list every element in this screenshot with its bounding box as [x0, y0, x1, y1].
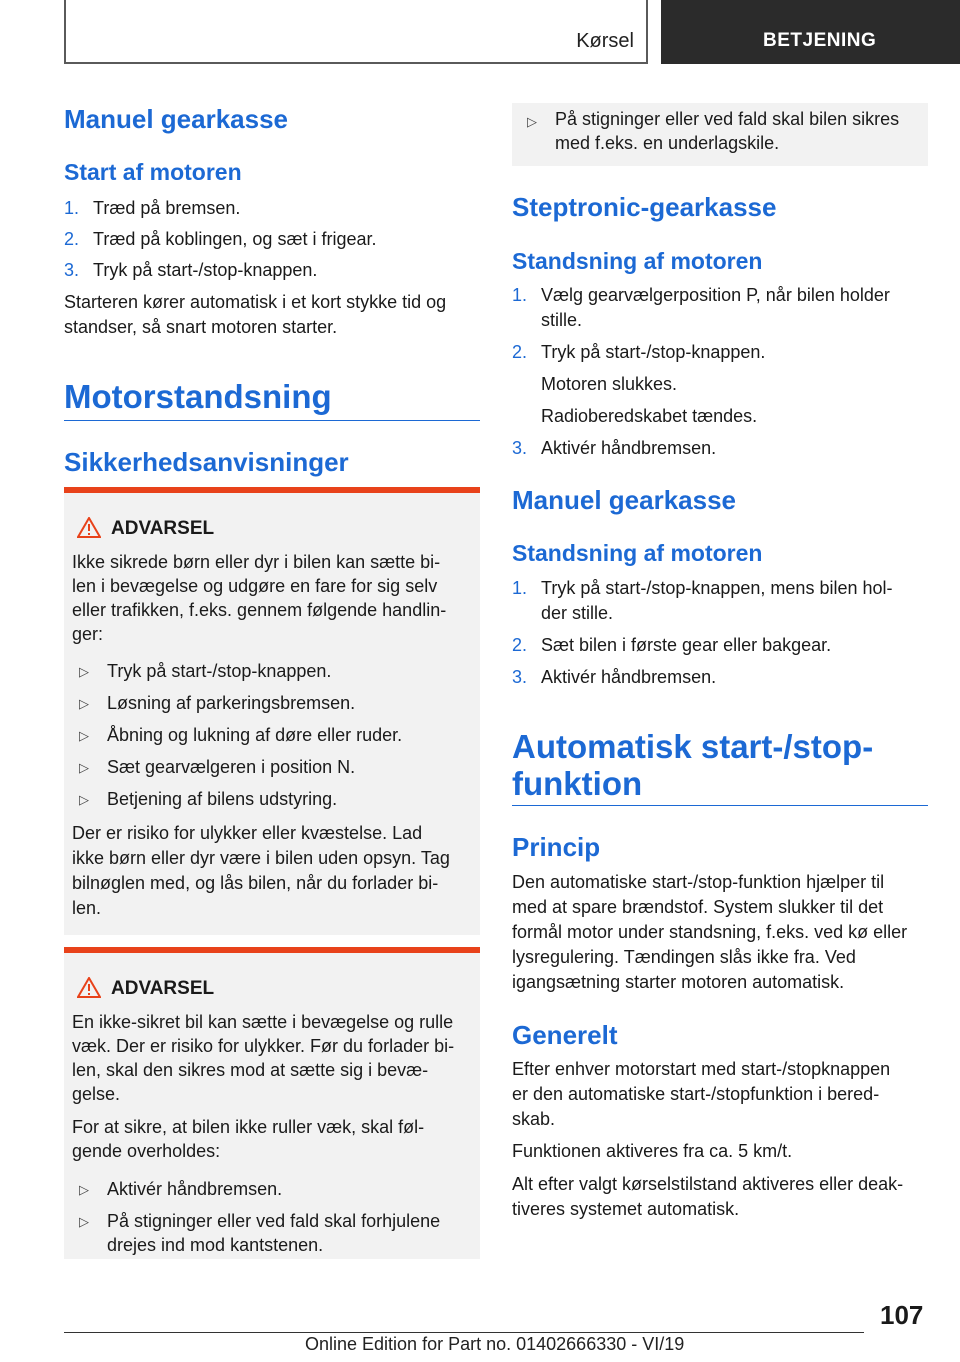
heading-steptronic: Steptronic-gearkasse — [512, 192, 777, 222]
bullet-icon: ▷ — [79, 696, 89, 711]
warning-line: eller trafikken, f.eks. gennem følgende handlin- — [72, 600, 447, 620]
paragraph-line: Starteren kører automatisk i et kort stykke tid og — [64, 292, 447, 312]
list-number: 3. — [64, 260, 80, 280]
heading-auto-start-stop: Automatisk start-/stop- — [512, 728, 874, 765]
list-number: 1. — [512, 285, 528, 305]
heading-principle: Princip — [512, 832, 601, 862]
warning-box — [64, 487, 480, 935]
list-item — [512, 340, 928, 365]
bullet-icon: ▷ — [79, 728, 89, 743]
paragraph-line: lysregulering. Tændingen slås ikke fra. Ved — [512, 947, 856, 967]
list-item — [64, 258, 480, 283]
list-number: 1. — [512, 578, 528, 598]
list-number: 3. — [512, 438, 528, 458]
paragraph-line: standser, så snart motoren starter. — [64, 317, 338, 337]
heading-safety: Sikkerhedsanvisninger — [64, 447, 349, 477]
paragraph-line: Efter enhver motorstart med start-/stopknappen — [512, 1059, 891, 1079]
header-chapter-label: BETJENING — [763, 30, 877, 51]
heading-rule — [64, 420, 480, 421]
bullet-icon: ▷ — [79, 1214, 89, 1229]
list-item — [512, 283, 928, 333]
header-section-tab — [64, 0, 648, 64]
list-text: Vælg gearvælgerposition P, når bilen holder — [541, 285, 890, 305]
list-text: Aktivér håndbremsen. — [541, 667, 717, 687]
heading-manual-gearbox: Manuel gearkasse — [64, 104, 289, 134]
header-chapter-tab — [661, 0, 960, 64]
list-text: der stille. — [541, 603, 614, 623]
warning-line: len i bevægelse og udgøre en fare for sig selv — [72, 576, 438, 596]
warning-line: len. — [72, 898, 102, 918]
list-text: Tryk på start-/stop-knappen. — [93, 260, 318, 280]
list-subtext — [512, 404, 928, 429]
heading-stop-engine: Standsning af motoren — [512, 248, 763, 274]
bullet-icon: ▷ — [79, 664, 89, 679]
warning-title: ADVARSEL — [111, 978, 215, 999]
heading-stop-engine: Standsning af motoren — [512, 540, 763, 566]
warning-line: For at sikre, at bilen ikke ruller væk, skal føl- — [72, 1117, 425, 1137]
list-text: Træd på koblingen, og sæt i frigear. — [93, 229, 377, 249]
list-text: Motoren slukkes. — [541, 374, 678, 394]
bullet-text: På stigninger eller ved fald skal forhjulene — [107, 1211, 441, 1231]
bullet-icon: ▷ — [79, 760, 89, 775]
heading-manual-gearbox: Manuel gearkasse — [512, 485, 737, 515]
list-text: stille. — [541, 310, 583, 330]
bullet-text: Betjening af bilens udstyring. — [107, 789, 338, 809]
list-text: Aktivér håndbremsen. — [541, 438, 717, 458]
footer-edition: Online Edition for Part no. 01402666330 - VI/19 — [305, 1334, 685, 1354]
list-number: 2. — [512, 342, 528, 362]
bullet-text: Åbning og lukning af døre eller ruder. — [107, 725, 403, 745]
warning-box — [64, 947, 480, 1259]
warning-line: gelse. — [72, 1084, 121, 1104]
paragraph-line: Alt efter valgt kørselstilstand aktiveres eller deak- — [512, 1174, 904, 1194]
paragraph-line: med at spare brændstof. System slukker til det — [512, 897, 884, 917]
paragraph-line: Den automatiske start-/stop-funktion hjælper til — [512, 872, 885, 892]
list-item — [512, 633, 928, 658]
list-text: Sæt bilen i første gear eller bakgear. — [541, 635, 832, 655]
bullet-text: Aktivér håndbremsen. — [107, 1179, 283, 1199]
page-number: 107 — [880, 1300, 924, 1330]
list-text: Tryk på start-/stop-knappen. — [541, 342, 766, 362]
warning-line: Ikke sikrede børn eller dyr i bilen kan sætte bi- — [72, 552, 441, 572]
warning-line: bilnøglen med, og lås bilen, når du forlader bi- — [72, 873, 439, 893]
list-text: Radioberedskabet tændes. — [541, 406, 758, 426]
footer-rule — [64, 1332, 864, 1333]
bullet-icon: ▷ — [527, 114, 537, 129]
list-number: 1. — [64, 198, 80, 218]
heading-motorstop: Motorstandsning — [64, 378, 332, 415]
warning-triangle-icon — [77, 977, 101, 998]
paragraph-line: tiveres systemet automatisk. — [512, 1199, 740, 1219]
bullet-text: med f.eks. en underlagskile. — [555, 133, 780, 153]
heading-general: Generelt — [512, 1020, 618, 1050]
bullet-text: drejes ind mod kantstenen. — [107, 1235, 324, 1255]
bullet-text: Sæt gearvælgeren i position N. — [107, 757, 356, 777]
paragraph-line: formål motor under standsning, f.eks. ved kø eller — [512, 922, 908, 942]
warning-line: væk. Der er risiko for ulykker. Før du forlader bi- — [72, 1036, 455, 1056]
warning-line: Der er risiko for ulykker eller kvæstelse. Lad — [72, 823, 423, 843]
warning-line: gende overholdes: — [72, 1141, 221, 1161]
paragraph-line: skab. — [512, 1109, 556, 1129]
bullet-text: Tryk på start-/stop-knappen. — [107, 661, 332, 681]
warning-title: ADVARSEL — [111, 518, 215, 539]
list-item — [64, 227, 480, 252]
list-number: 3. — [512, 667, 528, 687]
list-item — [512, 576, 928, 626]
list-number: 2. — [512, 635, 528, 655]
paragraph-line: Funktionen aktiveres fra ca. 5 km/t. — [512, 1141, 793, 1161]
warning-line: len, skal den sikres mod at sætte sig i bevæ- — [72, 1060, 429, 1080]
list-item — [64, 196, 480, 221]
bullet-icon: ▷ — [79, 1182, 89, 1197]
bullet-text: På stigninger eller ved fald skal bilen sikres — [555, 109, 900, 129]
list-subtext — [512, 372, 928, 397]
list-number: 2. — [64, 229, 80, 249]
list-item — [512, 436, 928, 461]
bullet-text: Løsning af parkeringsbremsen. — [107, 693, 356, 713]
heading-start-engine: Start af motoren — [64, 159, 242, 185]
list-item — [512, 665, 928, 690]
bullet-icon: ▷ — [79, 792, 89, 807]
header-section-label: Kørsel — [576, 30, 634, 52]
list-text: Træd på bremsen. — [93, 198, 241, 218]
heading-auto-start-stop-line2: funktion — [512, 765, 643, 802]
paragraph-line: igangsætning starter motoren automatisk. — [512, 972, 845, 992]
warning-line: En ikke-sikret bil kan sætte i bevægelse og rulle — [72, 1012, 454, 1032]
warning-line: ikke børn eller dyr være i bilen uden opsyn. Tag — [72, 848, 450, 868]
warning-line: ger: — [72, 624, 104, 644]
continued-bullet-box — [512, 103, 928, 166]
warning-triangle-icon — [77, 517, 101, 538]
heading-rule — [512, 805, 928, 806]
paragraph-line: er den automatiske start-/stopfunktion i bered- — [512, 1084, 880, 1104]
list-text: Tryk på start-/stop-knappen, mens bilen hol- — [541, 578, 893, 598]
